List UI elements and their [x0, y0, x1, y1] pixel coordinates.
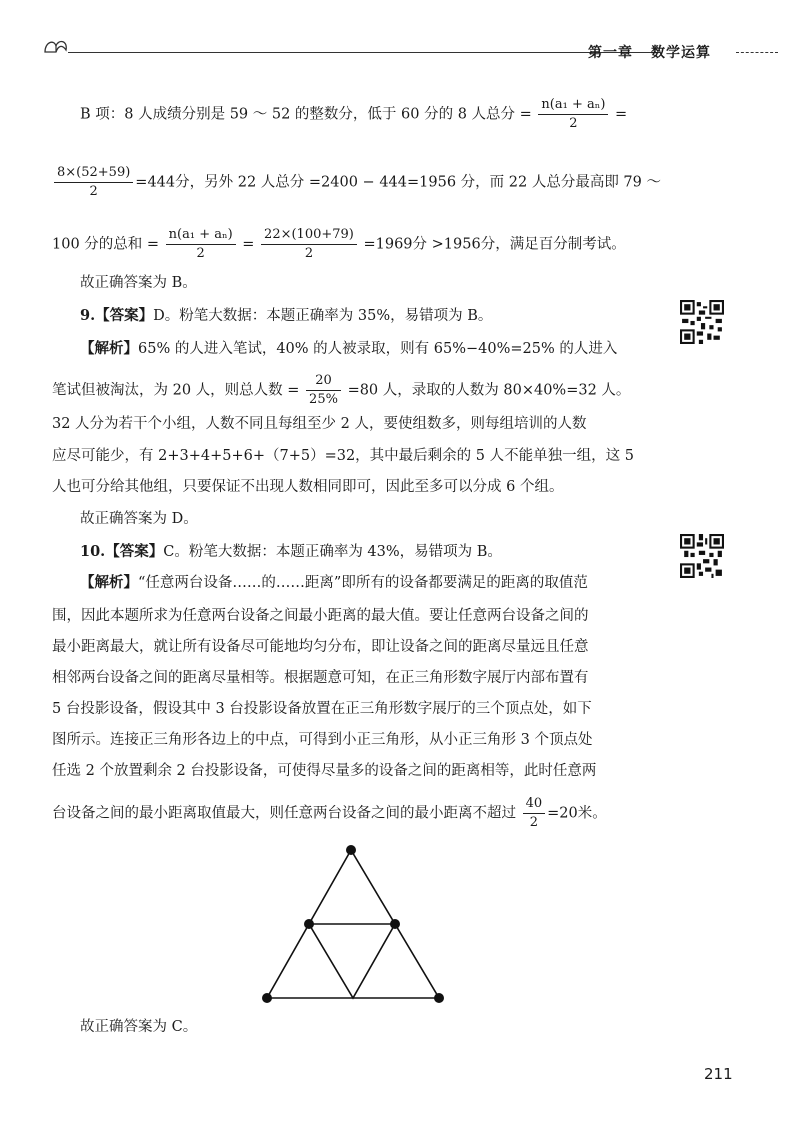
header-rule-tail: [736, 52, 778, 53]
text-line: 图所示。连接正三角形各边上的中点，可得到小正三角形，从小正三角形 3 个顶点处: [52, 732, 593, 748]
device-point: [346, 845, 356, 855]
text-line: 32 人分为若干个小组，人数不同且每组至少 2 人，要使组数多，则每组培训的人数: [52, 416, 587, 432]
fraction: $\frac{22\times(100+79)}{2}$: [261, 226, 357, 263]
text-line: 台设备之间的最小距离取值最大，则任意两台设备之间的最小距离不超过 $\frac{40}{2}$ =20米。: [52, 796, 607, 830]
running-header: [588, 42, 711, 62]
q10-answer: 10.【答案】C。粉笔大数据：本题正确率为 43%，易错项为 B。: [80, 543, 502, 560]
text-line: 笔试但被淘汰，为 20 人，则总人数 = $\frac{20}{25\%}$ =80 人，录取的人数为 80×40%=32 人。: [52, 373, 631, 407]
answer-line: 故正确答案为 C。: [80, 1019, 198, 1035]
midpoint-triangle: [309, 924, 395, 998]
text-line: 最小距离最大，就让所有设备尽可能地均匀分布，即让设备之间的距离尽量远且任意: [52, 639, 589, 655]
text-line: $\frac{8\times(52+59)}{2}$ =444分，另外 22 人总分 =2400 − 444=1956 分，而 22 人总分最高即 79 ～: [52, 164, 672, 201]
qr-code-icon[interactable]: [680, 300, 724, 344]
fraction: $\frac{\text{n(a₁ + aₙ)}}{2}$: [538, 96, 608, 133]
device-point: [434, 993, 444, 1003]
header-rule: [68, 52, 660, 53]
answer-line: 故正确答案为 B。: [80, 275, 197, 291]
text-line: 5 台投影设备，假设其中 3 台投影设备放置在正三角形数字展厅的三个顶点处，如下: [52, 701, 592, 717]
fraction: $\frac{40}{2}$: [523, 795, 546, 832]
text-line: B 项：8 人成绩分别是 59 ～ 52 的整数分，低于 60 分的 8 人总分 = $\frac{\text{n(a₁ + aₙ)}}{2}$ =: [80, 97, 628, 131]
device-point: [262, 993, 272, 1003]
text-line: 任选 2 个放置剩余 2 台投影设备，可使得尽量多的设备之间的距离相等，此时任意两: [52, 763, 597, 779]
answer-line: 故正确答案为 D。: [80, 511, 198, 527]
q9-answer: 9.【答案】D。粉笔大数据：本题正确率为 35%，易错项为 B。: [80, 307, 493, 324]
text-line: 人也可分给其他组，只要保证不出现人数相同即可，因此至多可以分成 6 个组。: [52, 479, 564, 495]
triangle-diagram: [255, 840, 455, 1010]
fraction: $\frac{\text{n(a₁ + aₙ)}}{2}$: [166, 226, 236, 263]
text-line: 100 分的总和 = $\frac{\text{n(a₁ + aₙ)}}{2}$ = $\frac{22\times(100+79)}{2}$ =1969分 >1956分，满足百分制考试。: [52, 227, 626, 261]
fraction: $\frac{8\times(52+59)}{2}$: [54, 164, 133, 201]
text-line: 相邻两台设备之间的距离尽量相等。根据题意可知，在正三角形数字展厅内部布置有: [52, 670, 589, 686]
qr-code-icon[interactable]: [680, 534, 724, 578]
text-line: 围，因此本题所求为任意两台设备之间最小距离的最大值。要让任意两台设备之间的: [52, 608, 589, 624]
q9-analysis: 【解析】65% 的人进入笔试，40% 的人被录取，则有 65%−40%=25% 的人进入: [80, 340, 618, 357]
device-point: [390, 919, 400, 929]
device-point: [304, 919, 314, 929]
chapter-title: 数学运算: [651, 45, 711, 61]
page-number: 211: [704, 1065, 733, 1083]
q10-analysis: 【解析】“任意两台设备……的……距离”即所有的设备都要满足的距离的取值范: [80, 574, 588, 591]
chapter-label: 第一章: [588, 45, 633, 61]
text-line: 应尽可能少，有 2+3+4+5+6+（7+5）=32，其中最后剩余的 5 人不能单独一组，这 5: [52, 448, 634, 464]
fraction: $\frac{20}{25\%}$: [306, 372, 341, 409]
leaf-ornament-icon: [42, 36, 72, 56]
